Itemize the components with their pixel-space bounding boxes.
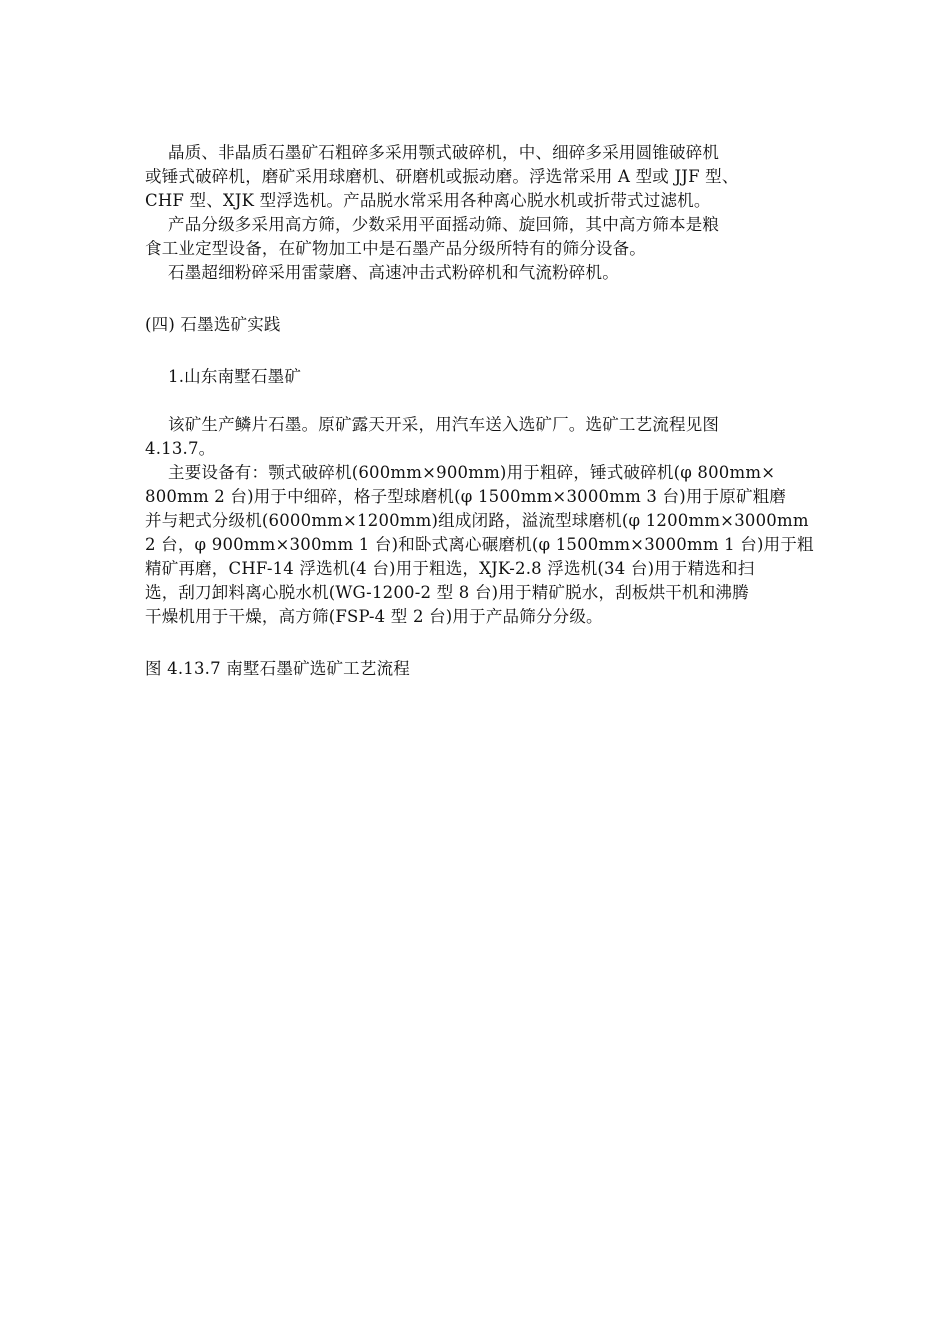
- section-heading: (四) 石墨选矿实践: [145, 315, 281, 334]
- intro-line-6: 石墨超细粉碎采用雷蒙磨、高速冲击式粉碎机和气流粉碎机。: [168, 263, 619, 282]
- mine-line-2: 4.13.7。: [145, 439, 216, 458]
- mine-line-1: 该矿生产鳞片石墨。原矿露天开采，用汽车送入选矿厂。选矿工艺流程见图: [168, 415, 720, 434]
- mine-line-7: 精矿再磨，CHF-14 浮选机(4 台)用于粗选，XJK-2.8 浮选机(34 台)用于精选和扫: [145, 559, 755, 578]
- mine-line-9: 干燥机用于干燥，高方筛(FSP-4 型 2 台)用于产品筛分分级。: [145, 607, 603, 626]
- figure-caption: 图 4.13.7 南墅石墨矿选矿工艺流程: [145, 659, 410, 678]
- intro-line-1: 晶质、非晶质石墨矿石粗碎多采用颚式破碎机，中、细碎多采用圆锥破碎机: [168, 143, 720, 162]
- intro-line-2: 或锤式破碎机，磨矿采用球磨机、研磨机或振动磨。浮选常采用 A 型或 JJF 型、: [145, 167, 739, 186]
- mine-line-4: 800mm 2 台)用于中细碎，格子型球磨机(φ 1500mm×3000mm 3 台)用于原矿粗磨: [145, 487, 787, 506]
- intro-line-5: 食工业定型设备，在矿物加工中是石墨产品分级所特有的筛分设备。: [145, 239, 646, 258]
- mine-line-3: 主要设备有：颚式破碎机(600mm×900mm)用于粗碎，锤式破碎机(φ 800mm×: [168, 463, 776, 482]
- intro-line-3: CHF 型、XJK 型浮选机。产品脱水常采用各种离心脱水机或折带式过滤机。: [145, 191, 711, 210]
- subsection-heading: 1.山东南墅石墨矿: [168, 367, 302, 386]
- mine-line-8: 选，刮刀卸料离心脱水机(WG-1200-2 型 8 台)用于精矿脱水，刮板烘干机和沸腾: [145, 583, 749, 602]
- mine-line-5: 并与耙式分级机(6000mm×1200mm)组成闭路，溢流型球磨机(φ 1200mm×3000mm: [145, 511, 809, 530]
- mine-line-6: 2 台，φ 900mm×300mm 1 台)和卧式离心碾磨机(φ 1500mm×3000mm 1 台)用于粗: [145, 535, 814, 554]
- intro-line-4: 产品分级多采用高方筛，少数采用平面摇动筛、旋回筛，其中高方筛本是粮: [168, 215, 720, 234]
